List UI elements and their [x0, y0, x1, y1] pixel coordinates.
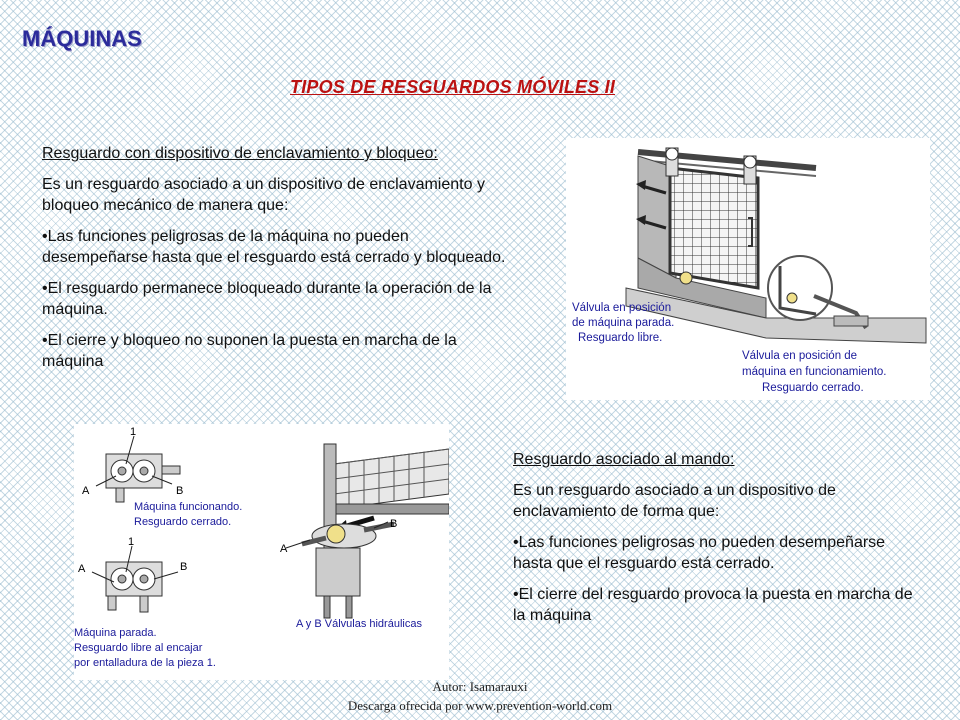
gate-caption-stopped-line1: Válvula en posición: [572, 302, 672, 314]
section-subtitle: TIPOS DE RESGUARDOS MÓVILES II: [290, 77, 616, 97]
caption-stopped: [74, 627, 216, 669]
caption-stopped-line2: Resguardo libre al encajar: [74, 642, 203, 654]
hydraulic-valves-illustration: [74, 424, 449, 680]
footer-author: Autor: Isamarauxi: [432, 679, 528, 694]
caption-valves: A y B Válvulas hidráulicas: [296, 618, 422, 630]
interlock-intro: Es un resguardo asociado a un dispositivo de enclavamiento y bloqueo mecánico de manera que:: [42, 176, 485, 214]
valve-label-a-stopped: A: [78, 563, 86, 575]
valve-label-b: B: [176, 485, 184, 497]
gate-caption-stopped-line3: Resguardo libre.: [578, 332, 663, 344]
interlock-heading: Resguardo con dispositivo de enclavamiento y bloqueo:: [42, 145, 438, 162]
sliding-guard-illustration: [566, 138, 930, 400]
valve-label-a: A: [82, 485, 90, 497]
valve-label-1-stopped: 1: [128, 536, 135, 548]
sliding-guard-drawing: [566, 138, 930, 400]
control-guard-intro: Es un resguardo asociado a un dispositivo de enclavamiento de forma que:: [513, 482, 836, 520]
gate-caption-stopped-line2: de máquina parada.: [572, 317, 675, 329]
control-guard-heading: Resguardo asociado al mando:: [513, 451, 735, 468]
interlock-bullet: •El cierre y bloqueo no suponen la puesta en marcha de la máquina: [42, 332, 457, 370]
footer: [0, 677, 960, 715]
gate-caption-stopped: [572, 302, 674, 344]
caption-running-line2: Resguardo cerrado.: [134, 516, 232, 528]
valve-label-b-stopped: B: [180, 561, 188, 573]
gate-caption-running: [742, 350, 887, 394]
interlock-bullet: •El resguardo permanece bloqueado durante la operación de la máquina.: [42, 280, 492, 318]
valve-label-b-3d: B: [390, 518, 398, 530]
caption-stopped-line1: Máquina parada.: [74, 627, 157, 639]
gate-caption-running-line2: máquina en funcionamiento.: [742, 366, 887, 378]
gate-caption-running-line3: Resguardo cerrado.: [762, 382, 864, 394]
page-title: MÁQUINAS: [22, 26, 142, 51]
control-guard-bullet: •El cierre del resguardo provoca la puesta en marcha de la máquina: [513, 586, 913, 624]
interlock-description: [42, 143, 518, 382]
control-guard-bullet: •Las funciones peligrosas no pueden desempeñarse hasta que el resguardo está cerrado.: [513, 534, 886, 572]
gate-caption-running-line1: Válvula en posición de: [742, 350, 858, 362]
caption-stopped-line3: por entalladura de la pieza 1.: [74, 657, 216, 669]
interlock-bullet: •Las funciones peligrosas de la máquina no pueden desempeñarse hasta que el resguardo está cerrado y bloqueado.: [42, 228, 506, 266]
valve-label-a-3d: A: [280, 543, 288, 555]
hydraulic-valves-drawing: [74, 424, 449, 680]
control-guard-description: [513, 449, 913, 636]
caption-running-line1: Máquina funcionando.: [134, 501, 243, 513]
footer-download-link[interactable]: Descarga ofrecida por www.prevention-world.com: [347, 698, 613, 713]
valve-label-1: 1: [130, 426, 137, 438]
caption-running: [134, 501, 242, 528]
